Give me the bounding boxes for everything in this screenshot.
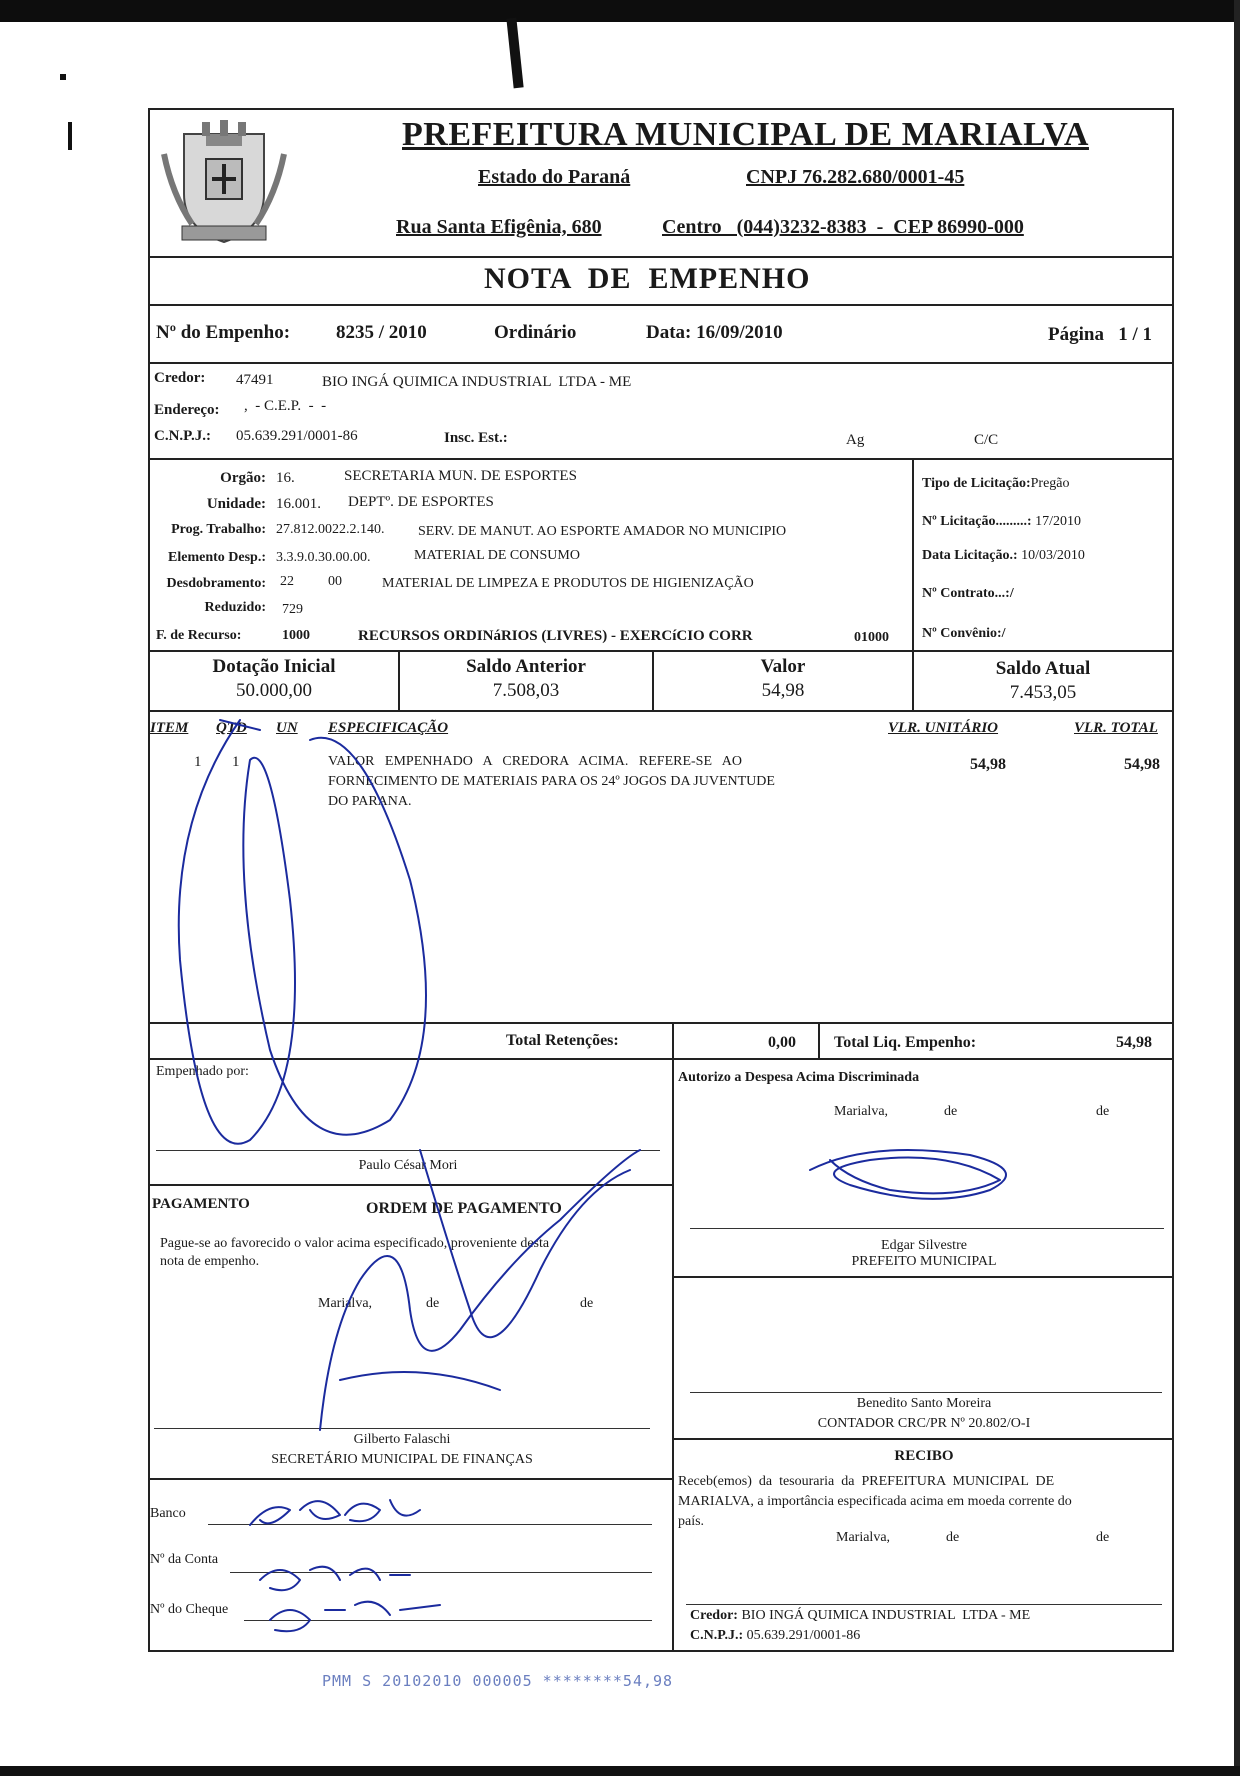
footer-code: PMM S 20102010 000005 ********54,98 — [322, 1672, 674, 1690]
recurso-name: RECURSOS ORDINáRIOS (LIVRES) - EXERCíCIO CORR — [358, 628, 753, 644]
unidade-code: 16.001. — [276, 496, 321, 512]
contador-title: CONTADOR CRC/PR Nº 20.802/O-I — [817, 1416, 1031, 1431]
desdobramento-code: 22 — [280, 574, 294, 589]
desdobramento-name: MATERIAL DE LIMPEZA E PRODUTOS DE HIGIENIZAÇÃO — [382, 576, 754, 591]
retencoes-value: 0,00 — [768, 1034, 796, 1051]
row-spec-line1: VALOR EMPENHADO A CREDORA ACIMA. REFERE-SE AO — [328, 754, 742, 769]
recurso-code2: 01000 — [854, 630, 889, 645]
convenio-label: Nº Convênio:/ — [922, 626, 1006, 641]
signature-pagamento — [300, 1130, 660, 1450]
data-licitacao-value: 10/03/2010 — [1021, 548, 1085, 563]
recibo-text-line1: Receb(emos) da tesouraria da PREFEITURA MUNICIPAL DE — [678, 1474, 1055, 1489]
tipo-licitacao-label — [922, 476, 1070, 492]
valor-label: Valor — [760, 656, 806, 677]
credor-address: , - C.E.P. - - — [244, 398, 327, 414]
page-title: PREFEITURA MUNICIPAL DE MARIALVA — [402, 116, 1089, 153]
recibo-cnpj-value: 05.639.291/0001-86 — [746, 1628, 861, 1643]
ordem-pagamento-label: ORDEM DE PAGAMENTO — [366, 1200, 562, 1217]
desdobramento-label: Desdobramento: — [166, 576, 266, 591]
recurso-code: 1000 — [282, 628, 310, 643]
autorizo-place: Marialva, — [834, 1104, 889, 1119]
recibo-place: Marialva, — [836, 1530, 891, 1545]
col-total-header: VLR. TOTAL — [1074, 720, 1158, 736]
cheque-label: Nº do Cheque — [150, 1602, 229, 1617]
prefeito-name: Edgar Silvestre — [881, 1238, 967, 1253]
recibo-credor-name: BIO INGÁ QUIMICA INDUSTRIAL LTDA - ME — [741, 1608, 1031, 1623]
data-licitacao-label: Data Licitação.: — [922, 548, 1018, 563]
recibo-cnpj — [690, 1628, 860, 1644]
tipo-licitacao-caption: Tipo de Licitação: — [922, 476, 1031, 491]
ag-label: Ag — [846, 432, 865, 448]
pagamento-text-line1: Pague-se ao favorecido o valor acima especificado, proveniente desta — [160, 1236, 550, 1251]
pagamento-text-line2: nota de empenho. — [160, 1254, 260, 1269]
cc-label: C/C — [974, 432, 999, 448]
pagamento-place: Marialva, — [318, 1296, 373, 1311]
empenho-type: Ordinário — [494, 322, 577, 343]
numero-licitacao-value: 17/2010 — [1035, 514, 1081, 529]
orgao-code: 16. — [276, 470, 295, 486]
scan-speck — [68, 122, 72, 150]
row-spec-line2: FORNECIMENTO DE MATERIAIS PARA OS 24º JOGOS DA JUVENTUDE — [328, 774, 775, 789]
recurso-label: F. de Recurso: — [156, 628, 242, 643]
contador-name: Benedito Santo Moreira — [856, 1396, 992, 1411]
pagamento-label: PAGAMENTO — [152, 1196, 250, 1212]
pagamento-de2: de — [580, 1296, 594, 1311]
credor-code: 47491 — [236, 372, 274, 388]
pagamento-signer-title: SECRETÁRIO MUNICIPAL DE FINANÇAS — [271, 1452, 533, 1467]
handwritten-banco — [230, 1480, 470, 1640]
autorizo-de1: de — [944, 1104, 958, 1119]
prog-code: 27.812.0022.2.140. — [276, 522, 385, 537]
col-item-header: ITEM — [150, 720, 189, 736]
elemento-name: MATERIAL DE CONSUMO — [414, 548, 580, 563]
cnpj-field-label: C.N.P.J.: — [154, 428, 211, 444]
credor-name: BIO INGÁ QUIMICA INDUSTRIAL LTDA - ME — [322, 374, 632, 390]
scan-edge-right — [1234, 0, 1240, 1776]
col-unit-header: VLR. UNITÁRIO — [888, 720, 999, 736]
col-un-header: UN — [276, 720, 298, 736]
autorizo-de2: de — [1096, 1104, 1110, 1119]
autorizo-label: Autorizo a Despesa Acima Discriminada — [678, 1070, 920, 1085]
credor-label: Credor: — [154, 370, 206, 386]
prog-label: Prog. Trabalho: — [171, 522, 266, 537]
address-label: Rua Santa Efigênia, 680 — [396, 216, 602, 238]
coat-of-arms-icon — [154, 114, 294, 254]
liquido-label: Total Liq. Empenho: — [834, 1034, 977, 1051]
recibo-credor — [690, 1608, 1030, 1624]
scan-edge-bottom — [0, 1766, 1240, 1776]
page-number: Página 1 / 1 — [1048, 324, 1152, 345]
col-qtd-header: QTD — [216, 720, 247, 736]
signature-prefeito — [790, 1130, 1030, 1210]
empenho-number: 8235 / 2010 — [336, 322, 427, 343]
cnpj-label: CNPJ 76.282.680/0001-45 — [746, 166, 965, 188]
reduzido-label: Reduzido: — [204, 600, 266, 615]
row-unit-value: 54,98 — [970, 756, 1006, 773]
empenho-date: Data: 16/09/2010 — [646, 322, 783, 343]
retencoes-label: Total Retenções: — [506, 1032, 619, 1049]
saldo-atual-value: 7.453,05 — [1009, 682, 1077, 703]
signature-empenhado — [160, 700, 430, 1170]
desdobramento-code2: 00 — [328, 574, 342, 589]
orgao-label: Orgão: — [220, 470, 266, 486]
recibo-de1: de — [946, 1530, 960, 1545]
banco-label: Banco — [150, 1506, 186, 1521]
valor-value: 54,98 — [761, 680, 805, 701]
recibo-cnpj-label: C.N.P.J.: — [690, 1628, 744, 1643]
scan-speck — [60, 74, 66, 80]
numero-licitacao — [922, 514, 1081, 530]
unidade-label: Unidade: — [206, 496, 266, 512]
recibo-credor-label: Credor: — [690, 1608, 738, 1623]
recibo-de2: de — [1096, 1530, 1110, 1545]
elemento-label: Elemento Desp.: — [168, 550, 266, 565]
liquido-value: 54,98 — [1116, 1034, 1152, 1051]
row-total-value: 54,98 — [1124, 756, 1160, 773]
scan-edge-top — [0, 0, 1240, 22]
numero-licitacao-label: Nº Licitação.........: — [922, 514, 1032, 529]
elemento-code: 3.3.9.0.30.00.00. — [276, 550, 371, 565]
row-qtd: 1 — [232, 754, 240, 770]
recibo-title: RECIBO — [894, 1448, 954, 1464]
saldo-anterior-value: 7.508,03 — [492, 680, 560, 701]
address-label-field: Endereço: — [154, 402, 220, 418]
col-spec-header: ESPECIFICAÇÃO — [328, 720, 449, 736]
row-spec-line3: DO PARANA. — [328, 794, 412, 809]
prog-name: SERV. DE MANUT. AO ESPORTE AMADOR NO MUNICIPIO — [418, 524, 787, 539]
dotacao-value: 50.000,00 — [236, 680, 312, 701]
empenhado-label: Empenhado por: — [156, 1064, 249, 1079]
saldo-atual-label: Saldo Atual — [995, 658, 1091, 679]
tipo-licitacao-value: Pregão — [1030, 476, 1070, 491]
unidade-name: DEPTº. DE ESPORTES — [348, 494, 494, 510]
state-label: Estado do Paraná — [478, 166, 631, 188]
data-licitacao — [922, 548, 1085, 564]
orgao-name: SECRETARIA MUN. DE ESPORTES — [344, 468, 577, 484]
empenho-number-label: Nº do Empenho: — [156, 322, 291, 343]
credor-cnpj: 05.639.291/0001-86 — [236, 428, 358, 444]
recibo-text-line2: MARIALVA, a importância especificada acima em moeda corrente do — [678, 1494, 1072, 1509]
prefeito-title: PREFEITO MUNICIPAL — [851, 1254, 997, 1269]
pagamento-de1: de — [426, 1296, 440, 1311]
conta-label: Nº da Conta — [150, 1552, 219, 1567]
pagamento-signer-name: Gilberto Falaschi — [353, 1432, 451, 1447]
saldo-anterior-label: Saldo Anterior — [466, 656, 586, 677]
recibo-text-line3: país. — [678, 1514, 705, 1529]
reduzido-value: 729 — [282, 602, 303, 617]
insc-label: Insc. Est.: — [444, 430, 508, 446]
contrato-label: Nº Contrato...:/ — [922, 586, 1014, 601]
dotacao-label: Dotação Inicial — [212, 656, 336, 677]
empenhado-signer: Paulo César Mori — [358, 1158, 458, 1173]
contact-label: Centro (044)3232-8383 - CEP 86990-000 — [662, 216, 1024, 238]
scan-speck — [506, 18, 523, 89]
row-item: 1 — [194, 754, 202, 770]
document-title: NOTA DE EMPENHO — [484, 262, 811, 295]
